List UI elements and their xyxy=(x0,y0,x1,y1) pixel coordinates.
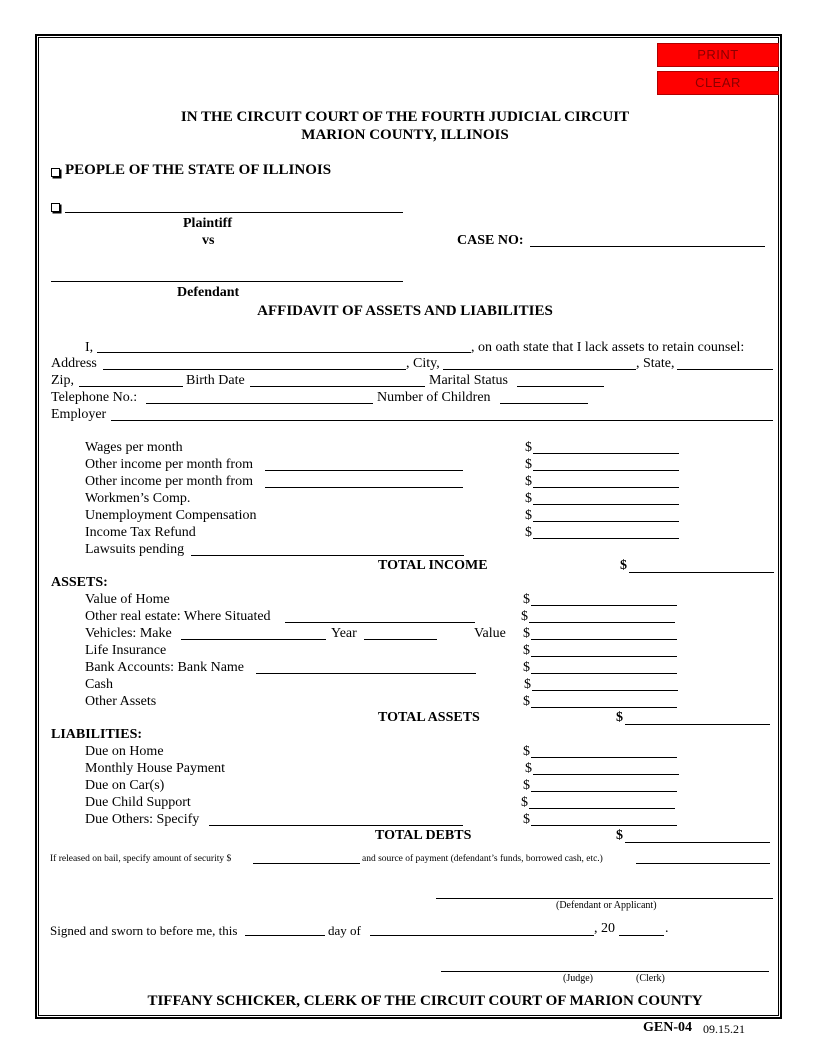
city-label: , City, xyxy=(406,356,440,371)
dollar-sign: $ xyxy=(521,609,528,624)
case-no-field[interactable] xyxy=(530,246,765,247)
cash-field[interactable] xyxy=(532,690,678,691)
due-others-specify-field[interactable] xyxy=(209,825,463,826)
dollar-sign: $ xyxy=(525,508,532,523)
home-value-label: Value of Home xyxy=(85,592,170,607)
dollar-sign: $ xyxy=(524,677,531,692)
dollar-sign: $ xyxy=(525,440,532,455)
life-insurance-label: Life Insurance xyxy=(85,643,167,658)
house-payment-label: Monthly House Payment xyxy=(85,761,225,776)
plaintiff-checkbox[interactable] xyxy=(51,203,60,212)
dollar-sign: $ xyxy=(521,795,528,810)
real-estate-amount-field[interactable] xyxy=(529,622,675,623)
form-title: AFFIDAVIT OF ASSETS AND LIABILITIES xyxy=(257,303,553,319)
real-estate-label: Other real estate: Where Situated xyxy=(85,609,271,624)
total-debts-field[interactable] xyxy=(625,842,770,843)
day-of-label: day of xyxy=(328,923,361,938)
lawsuits-label: Lawsuits pending xyxy=(85,542,185,557)
sworn-label: Signed and sworn to before me, this xyxy=(50,923,238,938)
due-others-label: Due Others: Specify xyxy=(85,812,200,827)
birth-date-field[interactable] xyxy=(250,386,425,387)
child-support-field[interactable] xyxy=(529,808,675,809)
due-on-home-label: Due on Home xyxy=(85,744,164,759)
tax-refund-label: Income Tax Refund xyxy=(85,525,196,540)
form-id: GEN-04 xyxy=(643,1020,692,1035)
vs-label: vs xyxy=(202,233,215,248)
life-insurance-field[interactable] xyxy=(531,656,677,657)
dollar-sign: $ xyxy=(616,710,623,725)
vehicle-make-field[interactable] xyxy=(181,639,326,640)
dollar-sign: $ xyxy=(525,491,532,506)
defendant-signature-caption: (Defendant or Applicant) xyxy=(556,900,657,911)
workmens-comp-label: Workmen’s Comp. xyxy=(85,491,191,506)
lawsuits-field[interactable] xyxy=(191,555,464,556)
vehicle-year-field[interactable] xyxy=(364,639,437,640)
clerk-footer: TIFFANY SCHICKER, CLERK OF THE CIRCUIT COURT OF MARION COUNTY xyxy=(147,993,703,1009)
address-field[interactable] xyxy=(103,369,406,370)
judge-clerk-signature-field[interactable] xyxy=(441,971,769,972)
children-field[interactable] xyxy=(500,403,588,404)
clerk-caption: (Clerk) xyxy=(636,973,665,984)
dollar-sign: $ xyxy=(620,558,627,573)
children-label: Number of Children xyxy=(377,390,491,405)
marital-status-field[interactable] xyxy=(517,386,604,387)
state-field[interactable] xyxy=(677,369,773,370)
plaintiff-name-field[interactable] xyxy=(65,212,403,213)
bank-accounts-label: Bank Accounts: Bank Name xyxy=(85,660,245,675)
clear-button[interactable]: CLEAR xyxy=(657,71,779,95)
sworn-month-field[interactable] xyxy=(370,935,594,936)
dollar-sign: $ xyxy=(523,660,530,675)
dollar-sign: $ xyxy=(523,626,530,641)
birth-date-label: Birth Date xyxy=(186,373,245,388)
vehicle-year-label: Year xyxy=(331,626,357,641)
bank-amount-field[interactable] xyxy=(531,673,677,674)
bail-source-label: and source of payment (defendant’s funds, borrowed cash, etc.) xyxy=(362,854,603,864)
dollar-sign: $ xyxy=(525,474,532,489)
real-estate-location-field[interactable] xyxy=(285,622,475,623)
people-checkbox[interactable] xyxy=(51,168,60,177)
other-income1-amount-field[interactable] xyxy=(533,470,679,471)
vehicle-value-label: Value xyxy=(474,626,506,641)
other-income1-source-field[interactable] xyxy=(265,470,463,471)
other-income2-amount-field[interactable] xyxy=(533,487,679,488)
total-assets-label: TOTAL ASSETS xyxy=(378,710,480,725)
total-debts-label: TOTAL DEBTS xyxy=(375,828,472,843)
other-income2-source-field[interactable] xyxy=(265,487,463,488)
state-label: , State, xyxy=(636,356,675,371)
total-income-label: TOTAL INCOME xyxy=(378,558,488,573)
city-field[interactable] xyxy=(443,369,636,370)
tax-refund-amount-field[interactable] xyxy=(533,538,679,539)
cash-label: Cash xyxy=(85,677,113,692)
due-others-amount-field[interactable] xyxy=(531,825,677,826)
bail-source-field[interactable] xyxy=(636,863,770,864)
due-on-cars-label: Due on Car(s) xyxy=(85,778,165,793)
dollar-sign: $ xyxy=(525,457,532,472)
due-on-cars-field[interactable] xyxy=(531,791,677,792)
dollar-sign: $ xyxy=(523,744,530,759)
workmens-comp-amount-field[interactable] xyxy=(533,504,679,505)
dollar-sign: $ xyxy=(525,761,532,776)
people-label: PEOPLE OF THE STATE OF ILLINOIS xyxy=(65,162,332,178)
print-button[interactable]: PRINT xyxy=(657,43,779,67)
sworn-day-field[interactable] xyxy=(245,935,325,936)
plaintiff-label: Plaintiff xyxy=(183,216,232,231)
house-payment-field[interactable] xyxy=(533,774,679,775)
defendant-name-field[interactable] xyxy=(51,281,403,282)
dollar-sign: $ xyxy=(523,812,530,827)
court-header-line2: MARION COUNTY, ILLINOIS xyxy=(301,127,509,143)
total-assets-field[interactable] xyxy=(625,724,770,725)
case-no-label: CASE NO: xyxy=(457,233,524,248)
dollar-sign: $ xyxy=(525,525,532,540)
telephone-field[interactable] xyxy=(146,403,373,404)
wages-amount-field[interactable] xyxy=(533,453,679,454)
employer-label: Employer xyxy=(51,407,107,422)
address-label: Address xyxy=(51,356,97,371)
year-prefix: 20 xyxy=(601,921,615,936)
other-income2-label: Other income per month from xyxy=(85,474,253,489)
bail-security-label: If released on bail, specify amount of security $ xyxy=(50,854,232,864)
bail-security-field[interactable] xyxy=(253,863,360,864)
other-income1-label: Other income per month from xyxy=(85,457,253,472)
telephone-label: Telephone No.: xyxy=(51,390,138,405)
dollar-sign: $ xyxy=(523,778,530,793)
defendant-signature-field[interactable] xyxy=(436,898,773,899)
dollar-sign: $ xyxy=(523,643,530,658)
sworn-year-field[interactable] xyxy=(619,935,664,936)
oath-text: , on oath state that I lack assets to retain counsel: xyxy=(471,340,745,355)
defendant-label: Defendant xyxy=(177,285,240,300)
judge-caption: (Judge) xyxy=(563,973,593,984)
liabilities-heading: LIABILITIES: xyxy=(51,727,143,742)
wages-label: Wages per month xyxy=(85,440,183,455)
child-support-label: Due Child Support xyxy=(85,795,191,810)
period-mark: . xyxy=(665,921,669,936)
home-value-field[interactable] xyxy=(531,605,677,606)
i-label: I, xyxy=(85,340,94,355)
due-on-home-field[interactable] xyxy=(531,757,677,758)
zip-label: Zip, xyxy=(51,373,74,388)
dollar-sign: $ xyxy=(616,828,623,843)
dollar-sign: $ xyxy=(523,592,530,607)
affiant-name-field[interactable] xyxy=(97,352,471,353)
bank-name-field[interactable] xyxy=(256,673,476,674)
total-income-field[interactable] xyxy=(629,572,774,573)
vehicles-make-label: Vehicles: Make xyxy=(85,626,172,641)
other-assets-label: Other Assets xyxy=(85,694,157,709)
unemployment-amount-field[interactable] xyxy=(533,521,679,522)
assets-heading: ASSETS: xyxy=(51,575,108,590)
marital-status-label: Marital Status xyxy=(429,373,508,388)
comma-sep: , xyxy=(594,921,598,936)
other-assets-field[interactable] xyxy=(531,707,677,708)
zip-field[interactable] xyxy=(79,386,183,387)
vehicle-value-field[interactable] xyxy=(531,639,677,640)
court-header-line1: IN THE CIRCUIT COURT OF THE FOURTH JUDICIAL CIRCUIT xyxy=(180,109,630,125)
form-date: 09.15.21 xyxy=(703,1022,745,1036)
employer-field[interactable] xyxy=(111,420,773,421)
dollar-sign: $ xyxy=(523,694,530,709)
unemployment-label: Unemployment Compensation xyxy=(85,508,257,523)
